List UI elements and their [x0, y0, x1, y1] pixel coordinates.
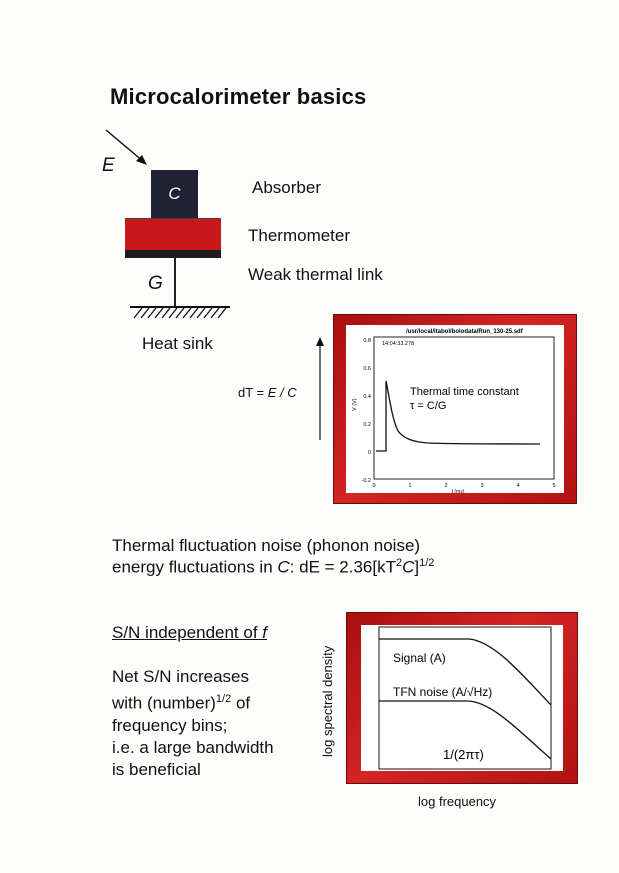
sn-body-line: i.e. a large bandwidth [112, 737, 274, 757]
noise-line2-prefix: energy fluctuations in [112, 557, 278, 577]
corner-frequency-label: 1/(2πτ) [443, 747, 484, 762]
pulse-y-tick: 0 [367, 450, 371, 456]
capacity-symbol: C [168, 184, 181, 203]
pulse-y-tick: 0.2 [363, 422, 371, 428]
thermometer-block [125, 218, 221, 251]
sn-body-line2-sup: 1/2 [215, 693, 232, 705]
dt-arrow [314, 336, 326, 442]
heat-sink-hatch [130, 304, 230, 320]
thermometer-label: Thermometer [248, 226, 351, 245]
pulse-annotation-line2: τ = C/G [410, 400, 447, 412]
pulse-x-tick: 3 [480, 483, 484, 489]
noise-line2-end: ] [414, 557, 420, 577]
pulse-chart-svg [346, 325, 564, 493]
spectrum-chart-panel [361, 625, 563, 771]
conductance-symbol: G [148, 273, 163, 294]
sn-body [112, 666, 274, 781]
pulse-y-tick: -0.2 [361, 478, 371, 484]
absorber-block [151, 170, 198, 218]
noise-line2-sup: 1/2 [419, 557, 435, 569]
dt-equation [238, 385, 297, 400]
pulse-x-tick: 1 [408, 483, 412, 489]
pulse-chart-panel [346, 325, 564, 493]
absorber-label: Absorber [252, 178, 321, 197]
page-title: Microcalorimeter basics [110, 84, 367, 109]
sn-body-line [112, 688, 274, 715]
pulse-x-label: t (ms) [451, 489, 465, 493]
spectrum-x-label: log frequency [418, 794, 497, 809]
sn-body-line2-end: of [231, 693, 251, 713]
pulse-timestamp: 14:04:33.278 [382, 341, 415, 347]
spectrum-chart-frame [346, 612, 578, 784]
noise-line2 [112, 557, 434, 578]
pulse-chart-frame [333, 314, 577, 504]
pulse-chart-header: /usr/local/itabol/bolodata/Run_130-25.sdf [406, 329, 523, 335]
sn-body-line: frequency bins; [112, 715, 228, 735]
pulse-y-tick: 0.8 [363, 338, 371, 344]
spectrum-chart-svg [361, 625, 563, 771]
dt-expression: E / C [267, 385, 297, 400]
sn-heading-text: S/N independent of [112, 623, 263, 642]
noise-line2-mid: : dE = 2.36[kT [289, 557, 396, 577]
pulse-y-label: V (V) [352, 398, 358, 411]
energy-symbol: E [102, 155, 115, 176]
pulse-y-tick: 0.6 [363, 366, 371, 372]
signal-label: Signal (A) [393, 651, 446, 665]
noise-line2-var: C [277, 557, 290, 577]
thermometer-base [125, 250, 221, 258]
pulse-x-tick: 5 [552, 483, 556, 489]
pulse-plot-area [374, 337, 554, 479]
sn-body-line: Net S/N increases [112, 667, 249, 686]
noise-line2-var2: C [402, 557, 415, 577]
spectrum-y-label: log spectral density [320, 645, 335, 757]
pulse-x-tick: 0 [372, 483, 376, 489]
noise-line1: Thermal fluctuation noise (phonon noise) [112, 536, 421, 555]
noise-label: TFN noise (A/√Hz) [393, 685, 493, 699]
sn-heading [112, 623, 267, 643]
pulse-y-ticks [362, 338, 371, 484]
pulse-annotation-line1: Thermal time constant [410, 386, 519, 398]
weak-link-label: Weak thermal link [248, 265, 383, 284]
sn-body-line: is beneficial [112, 759, 201, 779]
noise-line2-sup2: 2 [395, 557, 403, 569]
pulse-y-tick: 0.4 [363, 394, 371, 400]
pulse-x-tick: 2 [444, 483, 448, 489]
dt-prefix: dT = [238, 385, 268, 400]
thermal-link-line [174, 258, 176, 308]
pulse-x-tick: 4 [516, 483, 520, 489]
sn-heading-var: f [262, 623, 268, 642]
sn-body-line2-text: with (number) [112, 693, 216, 713]
heat-sink-label: Heat sink [142, 334, 213, 353]
